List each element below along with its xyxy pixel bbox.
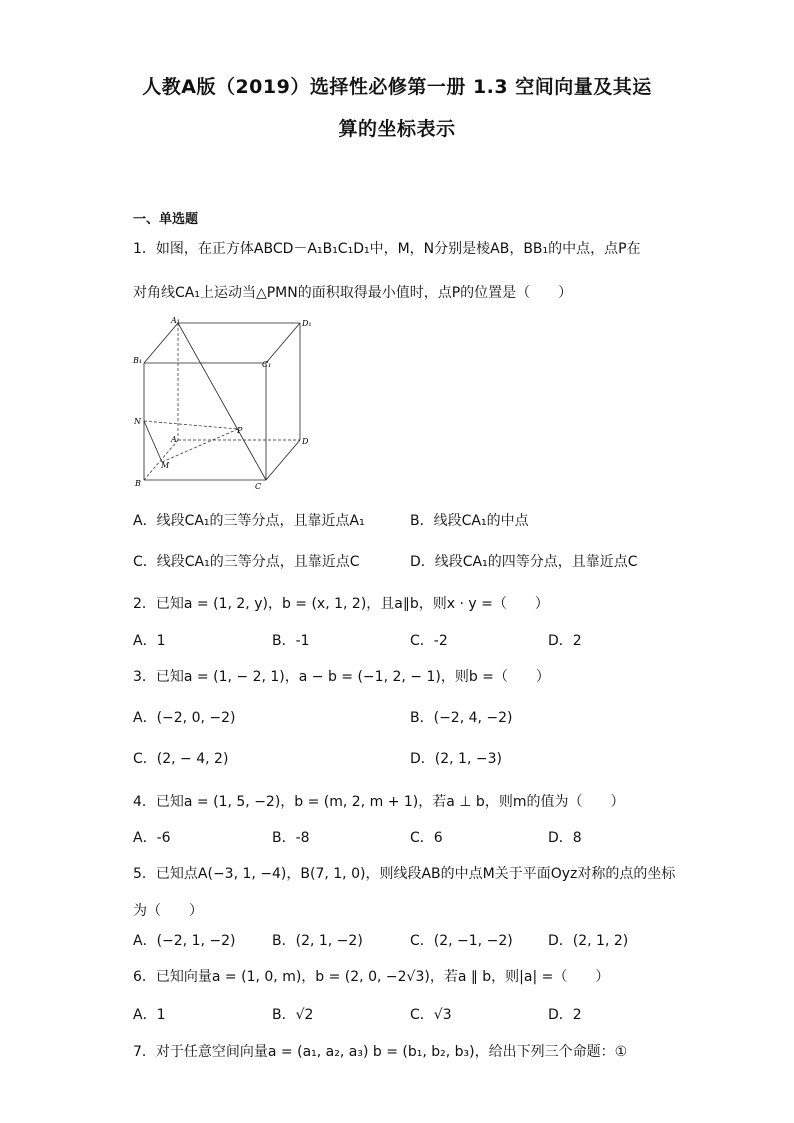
label-a: A [171, 435, 177, 444]
q1-option-a: A．线段CA₁的三等分点，且靠近点A₁ [133, 513, 365, 529]
q4-option-d: D．8 [548, 830, 582, 846]
q2-option-a: A．1 [133, 633, 166, 649]
q6-line-1: 6．已知向量a = (1, 0, m)，b = (2, 0, −2√3)，若a ∥ b，则|a| =（ ） [133, 969, 610, 985]
q3-option-d: D．(2, 1, −3) [410, 751, 502, 767]
q6-option-c: C．√3 [410, 1007, 452, 1023]
label-m: M [161, 461, 170, 470]
label-a1: A₁ [171, 316, 180, 325]
q4-option-b: B．-8 [272, 830, 310, 846]
q6-option-b: B．√2 [272, 1007, 314, 1023]
q3-line-1: 3．已知a = (1, − 2, 1)，a − b = (−1, 2, − 1)，则b =（ ） [133, 669, 550, 685]
q1-option-d: D．线段CA₁的四等分点，且靠近点C [410, 554, 638, 570]
label-d: D [302, 437, 309, 446]
title-line-1: 人教A版（2019）选择性必修第一册 1.3 空间向量及其运 [142, 76, 652, 98]
label-n: N [134, 417, 141, 426]
q2-option-b: B．-1 [272, 633, 310, 649]
q2-line-1: 2．已知a = (1, 2, y)，b = (x, 1, 2)，且a∥b，则x · y =（ ） [133, 596, 549, 612]
q5-line-2: 为（ ） [133, 903, 203, 919]
q6-option-d: D．2 [548, 1007, 582, 1023]
section-heading: 一、单选题 [133, 212, 199, 227]
label-d1: D₁ [302, 319, 312, 328]
q3-option-c: C．(2, − 4, 2) [133, 751, 229, 767]
q5-option-d: D．(2, 1, 2) [548, 933, 629, 949]
q6-option-a: A．1 [133, 1007, 166, 1023]
q5-option-c: C．(2, −1, −2) [410, 933, 513, 949]
q2-option-c: C．-2 [410, 633, 448, 649]
q4-option-c: C．6 [410, 830, 443, 846]
q3-option-a: A．(−2, 0, −2) [133, 710, 236, 726]
q4-option-a: A．-6 [133, 830, 171, 846]
q1-line-2: 对角线CA₁上运动当△PMN的面积取得最小值时，点P的位置是（ ） [133, 285, 573, 301]
q2-option-d: D．2 [548, 633, 582, 649]
q4-line-1: 4．已知a = (1, 5, −2)，b = (m, 2, m + 1)，若a ⊥ b，则m的值为（ ） [133, 794, 625, 810]
q5-line-1: 5．已知点A(−3, 1, −4)，B(7, 1, 0)，则线段AB的中点M关于平面Oyz对称的点的坐标 [133, 866, 676, 882]
label-b: B [135, 479, 141, 488]
q5-option-b: B．(2, 1, −2) [272, 933, 363, 949]
q7-line-1: 7．对于任意空间向量a = (a₁, a₂, a₃) b = (b₁, b₂, b₃)，给出下列三个命题：① [133, 1044, 628, 1060]
q1-line-1: 1．如图，在正方体ABCD－A₁B₁C₁D₁中，M，N分别是棱AB，BB₁的中点，点P在 [133, 241, 641, 257]
q1-option-c: C．线段CA₁的三等分点，且靠近点C [133, 554, 360, 570]
label-c: C [255, 482, 262, 491]
label-p: P [237, 426, 243, 435]
cube-figure [130, 315, 320, 495]
q3-option-b: B．(−2, 4, −2) [410, 710, 513, 726]
q1-option-b: B．线段CA₁的中点 [410, 513, 529, 529]
label-b1: B₁ [133, 356, 143, 365]
q5-option-a: A．(−2, 1, −2) [133, 933, 236, 949]
title-line-2: 算的坐标表示 [338, 118, 456, 140]
label-c1: C₁ [262, 360, 272, 369]
